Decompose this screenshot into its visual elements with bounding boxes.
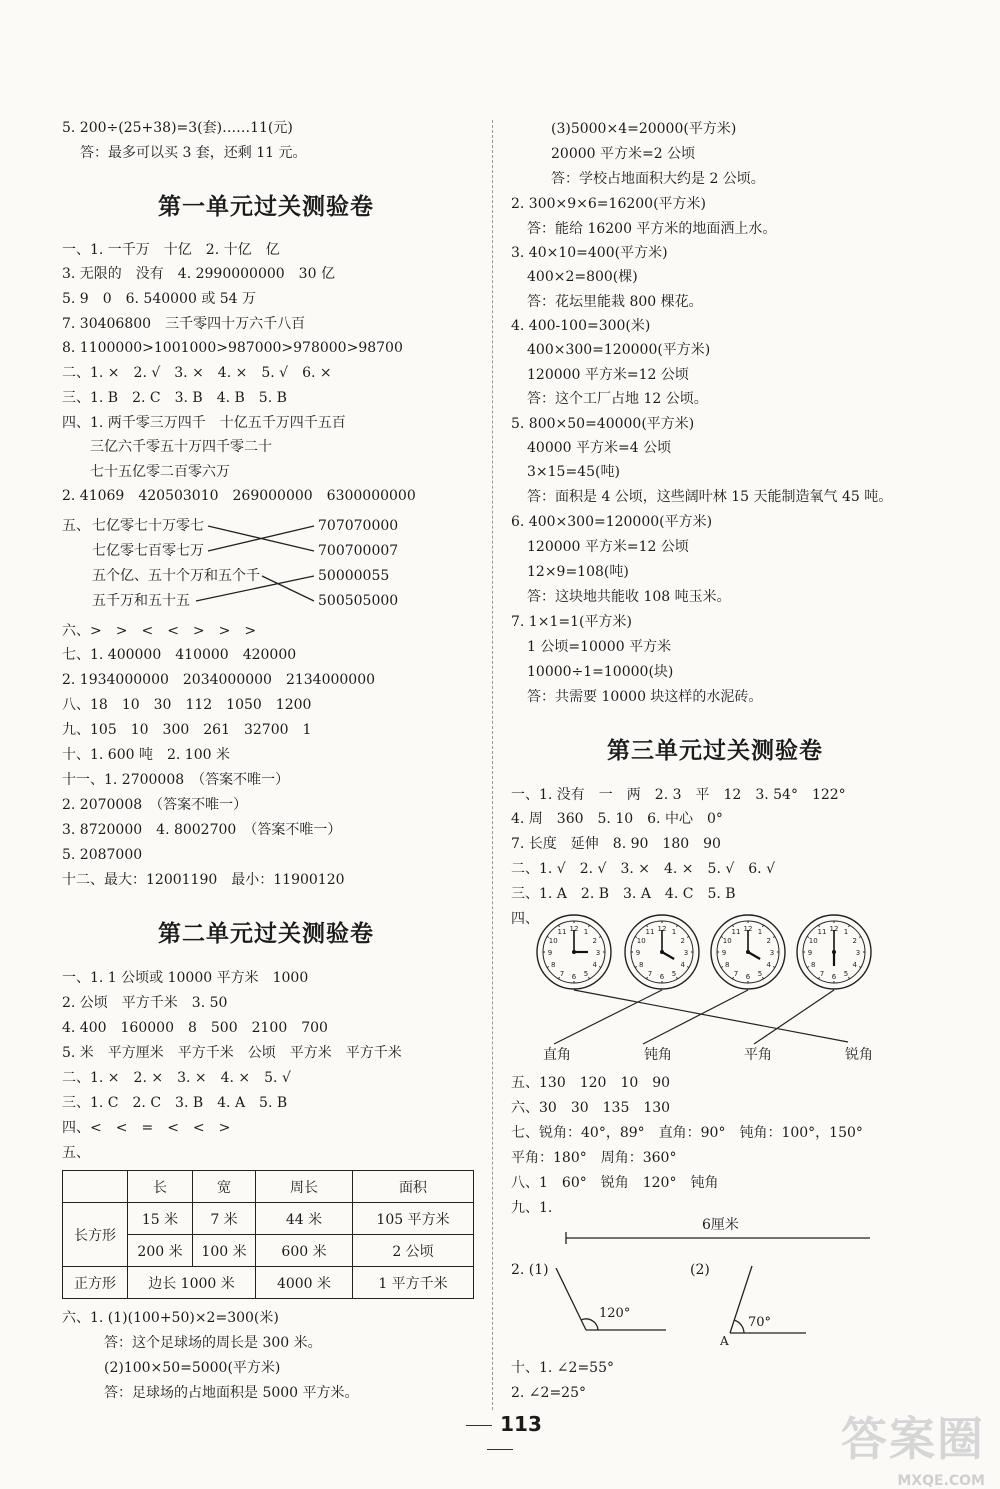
answer-line: 二、1. √ 2. √ 3. × 4. × 5. √ 6. √	[511, 861, 775, 877]
clock-number: 2	[852, 937, 858, 945]
answer-line: 5. 800×50=40000(平方米)	[511, 416, 695, 432]
angle-label: 平角	[744, 1047, 772, 1063]
answer-line: 十、1. 600 吨 2. 100 米	[62, 747, 230, 763]
clock-number: 10	[636, 937, 646, 945]
answer-line: 3. 无限的 没有 4. 2990000000 30 亿	[62, 266, 335, 282]
clock-number: 3	[769, 949, 775, 957]
clock-number: 5	[583, 969, 589, 978]
answer-line: 七、1. 400000 410000 420000	[62, 647, 297, 663]
answer-line: 5. 米 平方厘米 平方千米 公顷 平方米 平方千米	[62, 1045, 402, 1061]
matching-right-item: 50000055	[318, 568, 390, 584]
clock-number: 7	[733, 969, 739, 978]
clock-number: 1	[671, 928, 677, 937]
answer-line: 十二、最大：12001190 最小：11900120	[62, 872, 345, 888]
clock-number: 9	[635, 949, 641, 957]
table-cell: 105 平方米	[353, 1203, 474, 1235]
table-cell: 边长 1000 米	[128, 1267, 256, 1299]
table-cell: 正方形	[63, 1267, 128, 1299]
clock-number: 4	[852, 961, 858, 969]
clock-number: 12	[829, 925, 839, 933]
table-cell: 15 米	[128, 1203, 193, 1235]
answer-line: 20000 平方米=2 公顷	[551, 146, 696, 162]
answer-line: (2)100×50=5000(平方米)	[104, 1360, 281, 1376]
angle-label: 直角	[543, 1047, 571, 1063]
clock-number: 4	[680, 961, 686, 969]
answer-line: 答：足球场的占地面积是 5000 平方米。	[104, 1385, 359, 1401]
watermark-url: MXQE.COM	[897, 1473, 985, 1489]
answer-line: 五、	[62, 1145, 90, 1161]
table-cell: 200 米	[128, 1235, 193, 1267]
matching-left-item: 五个亿、五十个万和五个千	[92, 568, 260, 584]
unit2-title: 第二单元过关测验卷	[158, 921, 374, 947]
clock-number: 1	[757, 928, 763, 937]
answer-line: 6. 400×300=120000(平方米)	[511, 514, 713, 530]
answer-line: 2. 41069 420503010 269000000 6300000000	[62, 488, 416, 504]
answer-line: 一、1. 一千万 十亿 2. 十亿 亿	[62, 242, 280, 258]
answer-line: 8. 1100000>1001000>987000>978000>98700	[62, 340, 403, 356]
answer-line: (2)	[690, 1262, 710, 1278]
matching-label: 五、	[62, 518, 90, 534]
answer-line: 3×15=45(吨)	[527, 464, 620, 480]
answer-line: 三、1. A 2. B 3. A 4. C 5. B	[511, 886, 736, 902]
matching-right-item: 500505000	[318, 593, 399, 609]
answer-line: 120000 平方米=12 公顷	[527, 367, 689, 383]
clock-number: 3	[683, 949, 689, 957]
answer-line: 四、	[511, 911, 539, 927]
clock-number: 2	[680, 937, 686, 945]
clock-number: 11	[817, 928, 827, 937]
answer-line: 4. 400 160000 8 500 2100 700	[62, 1020, 328, 1036]
clock-number: 5	[671, 969, 677, 978]
angle1-label: 120°	[599, 1306, 631, 1321]
answer-line: 三、1. B 2. C 3. B 4. B 5. B	[62, 390, 287, 406]
answer-line: 答：学校占地面积大约是 2 公顷。	[551, 171, 765, 187]
clock-number: 2	[766, 937, 772, 945]
clock-number: 3	[595, 949, 601, 957]
clock-number: 8	[724, 961, 730, 969]
answer-line: 三亿六千零五十万四千零二十	[90, 439, 272, 455]
clock-number: 4	[592, 961, 598, 969]
answer-line: 4. 周 360 5. 10 6. 中心 0°	[511, 811, 723, 827]
matching-right-item: 700700007	[318, 543, 399, 559]
answer-line: 5. 200÷(25+38)=3(套)……11(元)	[62, 120, 293, 136]
answer-line: 三、1. C 2. C 3. B 4. A 5. B	[62, 1095, 288, 1111]
answer-line: 7. 长度 延伸 8. 90 180 90	[511, 836, 721, 852]
clock-number: 5	[757, 969, 763, 978]
answer-line: 六、1. (1)(100+50)×2=300(米)	[62, 1310, 279, 1326]
answer-line: 7. 1×1=1(平方米)	[511, 614, 632, 630]
clock-number: 6	[659, 973, 665, 981]
angle2-label: 70°	[748, 1315, 772, 1330]
answer-line: 七十五亿零二百零六万	[90, 464, 230, 480]
answer-line: 400×2=800(棵)	[527, 269, 638, 285]
answer-line: 八、18 10 30 112 1050 1200	[62, 697, 312, 713]
point-a-label: A	[720, 1334, 729, 1348]
answer-line: 1 公顷=10000 平方米	[527, 639, 672, 655]
clock-number: 2	[592, 937, 598, 945]
answer-line: 六、30 30 135 130	[511, 1100, 671, 1116]
answer-line: 40000 平方米=4 公顷	[527, 440, 672, 456]
answer-line: 十、1. ∠2=55°	[511, 1360, 614, 1376]
clock-number: 9	[721, 949, 727, 957]
unit3-title: 第三单元过关测验卷	[607, 738, 823, 764]
angle-label: 钝角	[644, 1047, 672, 1063]
answer-line: 3. 40×10=400(平方米)	[511, 245, 668, 261]
table-cell: 长方形	[63, 1203, 128, 1267]
answer-line: 答：能给 16200 平方米的地面洒上水。	[527, 221, 777, 237]
table-cell: 宽	[193, 1171, 256, 1203]
answer-line: 5. 9 0 6. 540000 或 54 万	[62, 291, 257, 307]
answer-line: 答：这个工厂占地 12 公顷。	[527, 391, 708, 407]
answer-line: 2. 公顷 平方千米 3. 50	[62, 995, 228, 1011]
segment-label: 6厘米	[702, 1217, 739, 1233]
answer-line: 5. 2087000	[62, 847, 143, 863]
answer-line: 答：共需要 10000 块这样的水泥砖。	[527, 689, 763, 705]
matching-left-item: 七亿零七十万零七	[92, 518, 204, 534]
clock-number: 8	[550, 961, 556, 969]
answer-line: 400×300=120000(平方米)	[527, 342, 711, 358]
answer-line: 120000 平方米=12 公顷	[527, 539, 689, 555]
clock-number: 8	[638, 961, 644, 969]
clock-number: 1	[843, 928, 849, 937]
table-cell: 长	[128, 1171, 193, 1203]
answer-line: 3. 8720000 4. 8002700 （答案不唯一）	[62, 822, 342, 838]
table-cell: 600 米	[256, 1235, 353, 1267]
clock-number: 6	[571, 973, 577, 981]
clock-number: 11	[557, 928, 567, 937]
answer-line: 二、1. × 2. × 3. × 4. × 5. √	[62, 1070, 291, 1086]
answer-line: 2. ∠2=25°	[511, 1385, 586, 1401]
table-cell: 44 米	[256, 1203, 353, 1235]
clock-number: 11	[645, 928, 655, 937]
clock-number: 9	[547, 949, 553, 957]
clock-number: 12	[657, 925, 667, 933]
clock-number: 6	[831, 973, 837, 981]
clock-number: 7	[819, 969, 825, 978]
answer-line: 平角：180° 周角：360°	[511, 1150, 677, 1166]
clock-number: 1	[583, 928, 589, 937]
clock-number: 9	[807, 949, 813, 957]
table-cell: 100 米	[193, 1235, 256, 1267]
answer-line: 四、1. 两千零三万四千 十亿五千万四千五百	[62, 415, 346, 431]
matching-left-item: 七亿零七百零七万	[92, 543, 204, 559]
table-cell: 1 平方千米	[353, 1267, 474, 1299]
page-number	[445, 1412, 555, 1460]
answer-line: 2. 300×9×6=16200(平方米)	[511, 196, 706, 212]
table-cell: 面积	[353, 1171, 474, 1203]
clock-number: 4	[766, 961, 772, 969]
answer-line: (3)5000×4=20000(平方米)	[551, 121, 737, 137]
table-cell: 2 公顷	[353, 1235, 474, 1267]
answer-line: 一、1. 没有 一 两 2. 3 平 12 3. 54° 122°	[511, 787, 846, 803]
answer-line: 2. (1)	[511, 1262, 549, 1278]
watermark-logo: 答案圈	[841, 1412, 985, 1466]
answer-line: 答：这块地共能收 108 吨玉米。	[527, 589, 731, 605]
table-cell: 7 米	[193, 1203, 256, 1235]
unit1-title: 第一单元过关测验卷	[158, 194, 374, 220]
clock-number: 12	[743, 925, 753, 933]
answer-line: 七、锐角：40°，89° 直角：90° 钝角：100°，150°	[511, 1125, 863, 1141]
table-cell: 4000 米	[256, 1267, 353, 1299]
answer-line: 12×9=108(吨)	[527, 564, 629, 580]
angle-label: 锐角	[845, 1047, 873, 1063]
page-number-text: 113	[500, 1412, 542, 1436]
answer-line: 九、1.	[511, 1200, 553, 1216]
answer-line: 二、1. × 2. √ 3. × 4. × 5. √ 6. ×	[62, 365, 332, 381]
table-cell: 周长	[256, 1171, 353, 1203]
clock-number: 6	[745, 973, 751, 981]
answer-line: 答：这个足球场的周长是 300 米。	[104, 1335, 322, 1351]
answer-line: 六、> > < < > > >	[62, 623, 257, 639]
answer-line: 2. 1934000000 2034000000 2134000000	[62, 672, 376, 688]
answer-line: 7. 30406800 三千零四十万六千八百	[62, 316, 306, 332]
answer-line: 10000÷1=10000(块)	[527, 664, 674, 680]
answer-line: 十一、1. 2700008 （答案不唯一）	[62, 772, 290, 788]
clock-number: 10	[548, 937, 558, 945]
answer-line: 答：面积是 4 公顷，这些阔叶林 15 天能制造氧气 45 吨。	[527, 489, 893, 505]
answer-line: 一、1. 1 公顷或 10000 平方米 1000	[62, 970, 309, 986]
answer-line: 4. 400-100=300(米)	[511, 318, 651, 334]
clock-number: 7	[559, 969, 565, 978]
clock-number: 11	[731, 928, 741, 937]
answer-line: 答：花坛里能栽 800 棵花。	[527, 294, 703, 310]
answer-line: 五、130 120 10 90	[511, 1075, 671, 1091]
clock-number: 8	[810, 961, 816, 969]
clock-number: 10	[722, 937, 732, 945]
matching-left-item: 五千万和五十五	[92, 593, 190, 609]
clock-number: 12	[569, 925, 579, 933]
clock-number: 5	[843, 969, 849, 978]
clock-number: 7	[647, 969, 653, 978]
clock-number: 3	[855, 949, 861, 957]
answer-line: 四、< < = < < >	[62, 1120, 231, 1136]
answer-line: 答：最多可以买 3 套，还剩 11 元。	[80, 145, 307, 161]
matching-right-item: 707070000	[318, 518, 399, 534]
answer-line: 九、105 10 300 261 32700 1	[62, 722, 312, 738]
clock-number: 10	[808, 937, 818, 945]
answer-line: 八、1 60° 锐角 120° 钝角	[511, 1175, 719, 1191]
answer-line: 2. 2070008 （答案不唯一）	[62, 797, 248, 813]
